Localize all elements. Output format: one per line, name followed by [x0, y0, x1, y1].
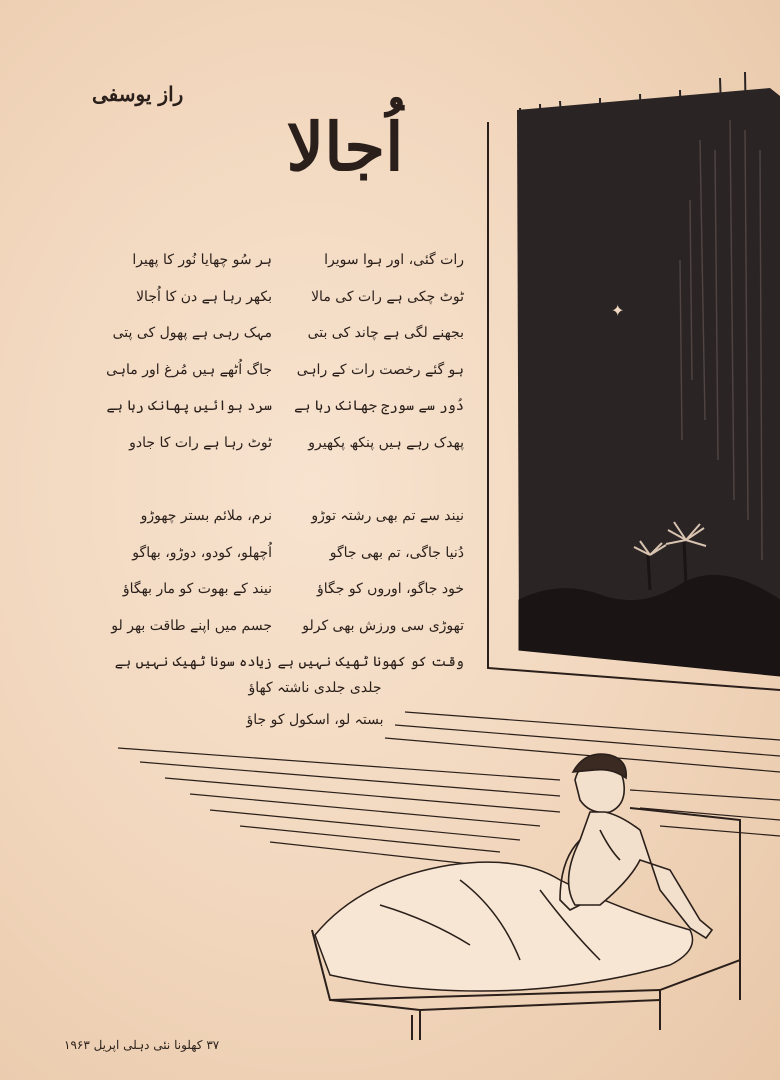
poem-title: اُجالا	[286, 108, 404, 186]
verse-left: ہر سُو چھایا نُور کا پھیرا	[132, 252, 272, 269]
verse-left: ٹوٹ رہا ہے رات کا جادو	[129, 434, 272, 451]
verse-right: دُنیا جاگی، تم بھی جاگو	[329, 544, 464, 561]
page-number: ۳۷	[206, 1038, 220, 1052]
window	[488, 72, 780, 690]
verse-right: رات گئی، اور ہوا سویرا	[324, 252, 464, 269]
verse-right: ٹوٹ چکی ہے رات کی مالا	[311, 288, 464, 305]
verse-left: زیادہ سونا ٹھیک نہیں ہے	[114, 654, 272, 671]
verse-row	[106, 352, 464, 389]
verse-right: تھوڑی سی ورزش بھی کرلو	[302, 617, 464, 634]
verse-left: جاگ اُٹھے ہیں مُرغ اور ماہی	[106, 361, 272, 378]
verse-row	[112, 279, 464, 316]
verse-left: سرد ہوائیں پھانک رہا ہے	[106, 398, 272, 415]
verse-right: پھدک رہے ہیں پنکھ پکھیرو	[308, 434, 464, 451]
verse-right: ہو گئے رخصت رات کے راہی	[296, 361, 464, 378]
verse-right: بجھنے لگی ہے چاند کی بتی	[307, 325, 464, 342]
verse-row	[112, 644, 464, 681]
publication-line: کھلونا نئی دہلی اپریل ۱۹۶۳	[64, 1038, 203, 1052]
verse-row	[112, 608, 464, 645]
verse-left: مہک رہی ہے پھول کی پتی	[112, 325, 272, 342]
svg-text:✦: ✦	[611, 301, 625, 320]
verse-right: خود جاگو، اوروں کو جگاؤ	[316, 581, 464, 598]
page-footer	[64, 1038, 219, 1052]
verse-row	[112, 425, 464, 462]
verse-left: اُچھلو، کودو، دوڑو، بھاگو	[132, 544, 272, 561]
stanza-2	[112, 498, 464, 681]
verse-row	[112, 315, 464, 352]
verse-left: نرم، ملائم بستر چھوڑو	[140, 508, 272, 525]
verse-row	[112, 535, 464, 572]
closing-line: جلدی جلدی ناشتہ کھاؤ	[248, 680, 382, 696]
verse-row	[106, 388, 464, 425]
verse-left: نیند کے بھوت کو مار بھگاؤ	[122, 581, 272, 598]
verse-row	[112, 242, 464, 279]
verse-left: جسم میں اپنے طاقت بھر لو	[111, 617, 272, 634]
verse-right: نیند سے تم بھی رشتہ توڑو	[311, 508, 464, 525]
verse-left: بکھر رہا ہے دن کا اُجالا	[136, 288, 272, 305]
floor-lines	[118, 712, 780, 864]
verse-row	[112, 498, 464, 535]
stanza-1	[106, 242, 464, 461]
closing-line: بستہ لو، اسکول کو جاؤ	[246, 712, 384, 728]
verse-right: وقت کو کھونا ٹھیک نہیں ہے	[277, 654, 464, 671]
verse-row	[112, 571, 464, 608]
author-name: راز یوسفی	[92, 82, 184, 106]
blanket	[315, 862, 693, 991]
verse-right: دُور سے سورج جھانک رہا ہے	[294, 398, 464, 415]
